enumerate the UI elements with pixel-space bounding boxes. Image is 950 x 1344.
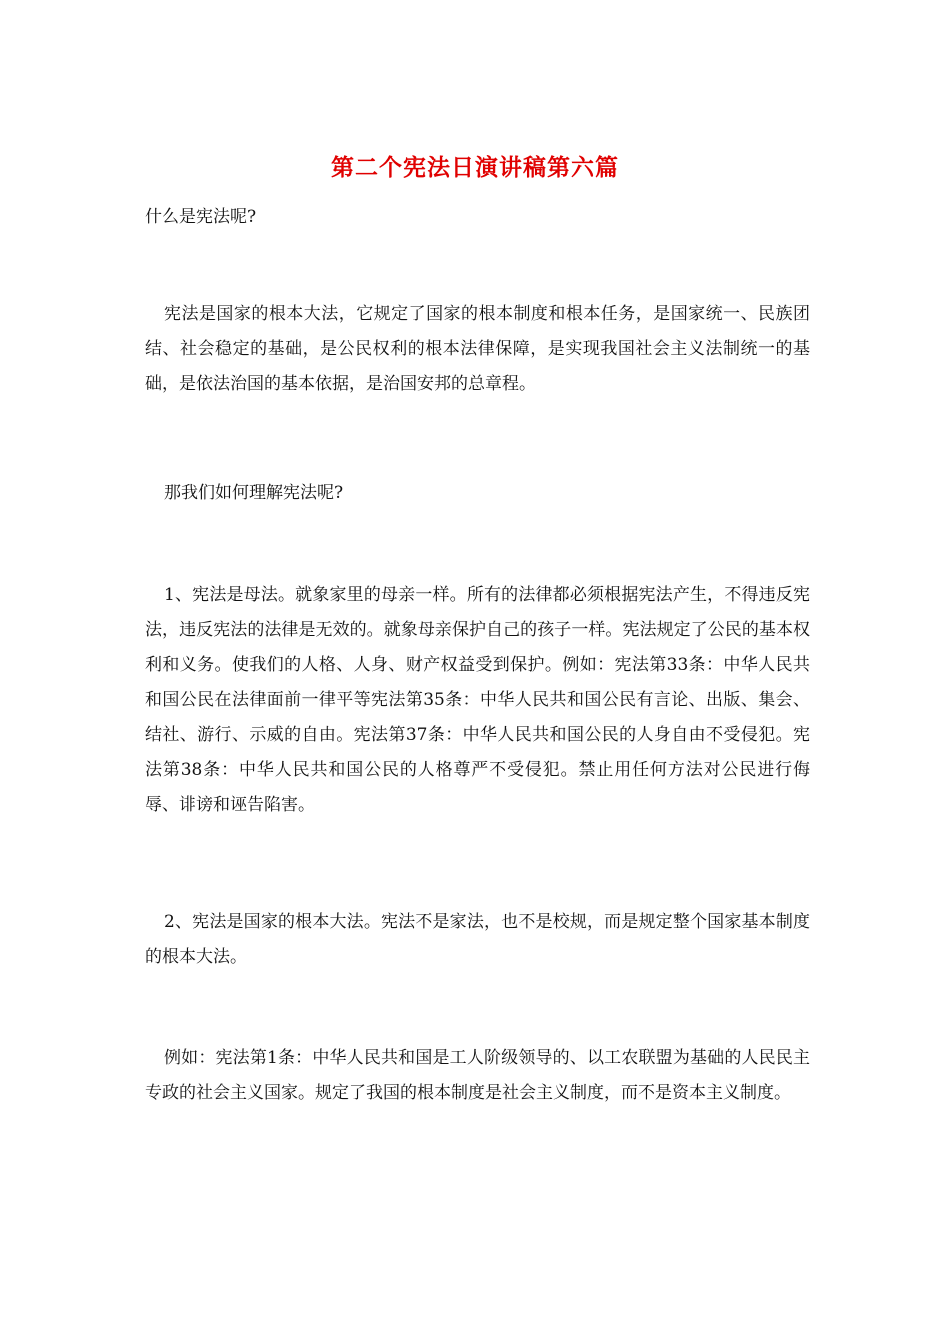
- document-title: 第二个宪法日演讲稿第六篇: [331, 154, 619, 181]
- paragraph-understanding: 那我们如何理解宪法呢?: [164, 483, 344, 503]
- paragraph-point-1: 1、宪法是母法。就象家里的母亲一样。所有的法律都必须根据宪法产生，不得违反宪法，违反宪法的法律是无效的。就象母亲保护自己的孩子一样。宪法规定了公民的基本权利和义务。使我们的人格、人身、财产权益受到保护。例如：宪法第33条：中华人民共和国公民在法律面前一律平等宪法第35条：中华人民共和国公民有言论、出版、集会、结社、游行、示威的自由。宪法第37条：中华人民共和国公民的人身自由不受侵犯。宪法第38条：中华人民共和国公民的人格尊严不受侵犯。禁止用任何方法对公民进行侮辱、诽谤和诬告陷害。: [145, 585, 810, 815]
- paragraph-example: 例如：宪法第1条：中华人民共和国是工人阶级领导的、以工农联盟为基础的人民民主专政的社会主义国家。规定了我国的根本制度是社会主义制度，而不是资本主义制度。: [145, 1048, 810, 1103]
- paragraph-definition: 宪法是国家的根本大法，它规定了国家的根本制度和根本任务，是国家统一、民族团结、社会稳定的基础，是公民权利的根本法律保障，是实现我国社会主义法制统一的基础，是依法治国的基本依据，是治国安邦的总章程。: [145, 304, 810, 394]
- paragraph-question: 什么是宪法呢?: [145, 207, 257, 227]
- paragraph-point-2: 2、宪法是国家的根本大法。宪法不是家法，也不是校规，而是规定整个国家基本制度的根本大法。: [145, 912, 810, 967]
